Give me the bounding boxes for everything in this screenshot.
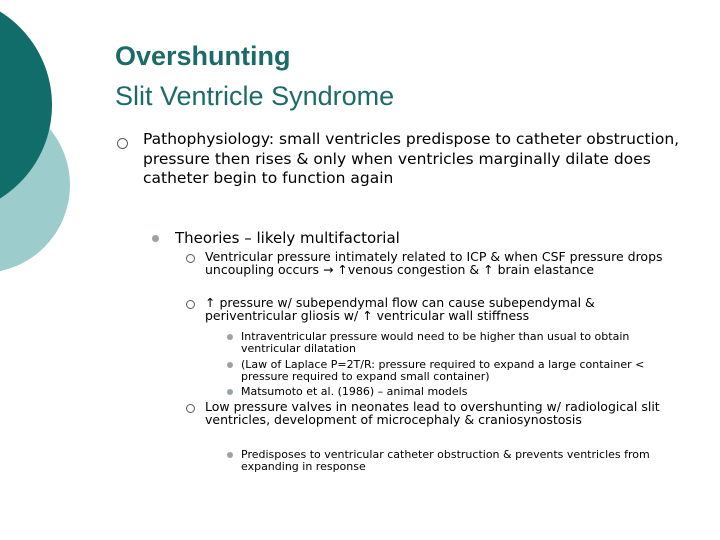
bullet-ring-icon [186, 254, 195, 263]
theories-heading: Theories – likely multifactorial [175, 229, 400, 247]
slide-title-block [115, 36, 394, 116]
bullet-dot-icon [227, 334, 233, 340]
decorative-circles-graphic [0, 0, 80, 300]
bullet-ring-icon [186, 404, 195, 413]
theory-2-text: ↑ pressure w/ subependymal flow can cause subependymal & periventricular gliosis w/ ↑ ventricular wall stiffness [205, 295, 595, 323]
bullet-dot-icon [227, 362, 233, 368]
bullet-ring-icon [186, 300, 195, 309]
theory-2-detail-2: (Law of Laplace P=2T/R: pressure required to expand a large container < pressure required to expand small container) [241, 358, 645, 383]
theory-2-detail-1: Intraventricular pressure would need to be higher than usual to obtain ventricular dilatation [241, 330, 630, 355]
bullet-dot-icon [152, 235, 159, 242]
theory-2-detail-3: Matsumoto et al. (1986) – animal models [241, 385, 468, 398]
main-point-text: Pathophysiology: small ventricles predispose to catheter obstruction, pressure then rises & only when ventricles marginally dilate does catheter begin to function again [143, 130, 680, 187]
decorative-circles [0, 0, 80, 300]
theory-3-text: Low pressure valves in neonates lead to overshunting w/ radiological slit ventricles, development of microcephaly & craniosynostosis [205, 399, 660, 427]
bullet-dot-icon [227, 389, 233, 395]
theory-1-text: Ventricular pressure intimately related to ICP & when CSF pressure drops uncoupling occurs → ↑venous congestion & ↑ brain elastance [205, 249, 663, 277]
slide-subtitle: Slit Ventricle Syndrome [115, 81, 395, 111]
bullet-dot-icon [227, 452, 233, 458]
bullet-ring-icon [117, 138, 128, 149]
theory-3-detail-1: Predisposes to ventricular catheter obstruction & prevents ventricles from expanding in response [241, 448, 650, 473]
slide-title: Overshunting [115, 41, 291, 71]
